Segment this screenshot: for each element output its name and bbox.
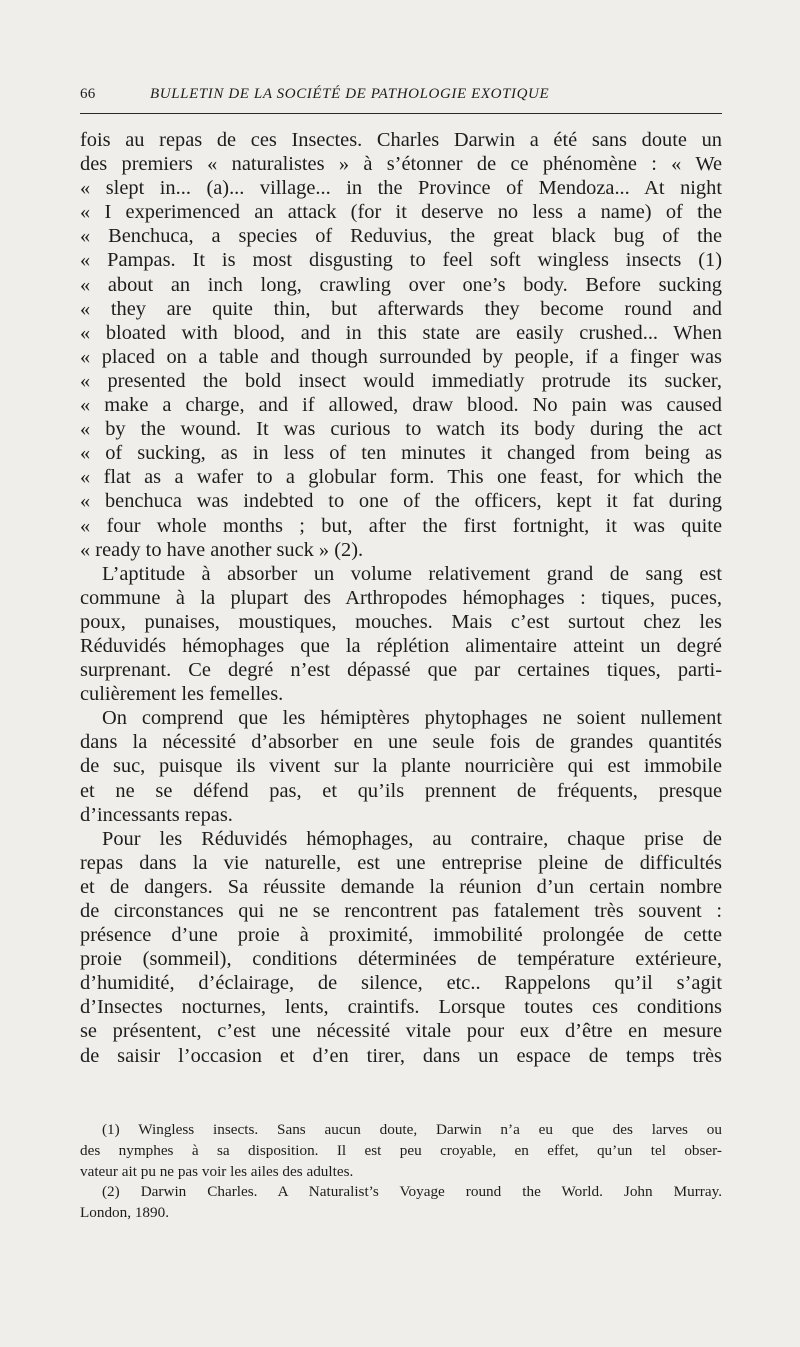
body-line: « four whole months ; but, after the first fortnight, it was quite [80, 514, 722, 537]
running-head: BULLETIN DE LA SOCIÉTÉ DE PATHOLOGIE EXOTIQUE [150, 86, 550, 102]
body-line: d’humidité, d’éclairage, de silence, etc.. Rappelons qu’il s’agit [80, 972, 722, 995]
footnote-line: des nymphes à sa disposition. Il est peu croyable, en effet, qu’un tel obser- [80, 1141, 722, 1159]
body-line: « I experimenced an attack (for it deserve no less a name) of the [80, 201, 722, 224]
body-line: « they are quite thin, but afterwards they become round and [80, 297, 722, 320]
body-line: « flat as a wafer to a globular form. This one feast, for which the [80, 466, 722, 489]
body-line: poux, punaises, moustiques, mouches. Mais c’est surtout chez les [80, 610, 722, 633]
body-line: repas dans la vie naturelle, est une entreprise pleine de difficultés [80, 851, 722, 874]
body-line: se présentent, c’est une nécessité vitale pour eux d’être en mesure [80, 1020, 722, 1043]
body-line: « benchuca was indebted to one of the officers, kept it fat during [80, 490, 722, 513]
body-line: « bloated with blood, and in this state are easily crushed... When [80, 321, 722, 344]
body-line: Pour les Réduvidés hémophages, au contraire, chaque prise de [102, 827, 722, 850]
body-line: Réduvidés hémophages que la réplétion alimentaire atteint un degré [80, 634, 722, 657]
body-line: dans la nécessité d’absorber en une seule fois de grandes quantités [80, 731, 722, 754]
body-line: On comprend que les hémiptères phytophages ne soient nullement [102, 707, 722, 730]
body-line: fois au repas de ces Insectes. Charles Darwin a été sans doute un [80, 129, 722, 151]
footnotes [80, 1120, 722, 1224]
body-text [80, 128, 722, 1068]
page-number: 66 [80, 86, 96, 102]
body-line: L’aptitude à absorber un volume relativement grand de sang est [102, 562, 722, 585]
body-line: des premiers « naturalistes » à s’étonner de ce phénomène : « We [80, 153, 722, 176]
body-line: proie (sommeil), conditions déterminées de température extérieure, [80, 948, 722, 971]
body-line: « placed on a table and though surrounded by people, if a finger was [80, 345, 722, 368]
body-line: de circonstances qui ne se rencontrent pas fatalement très souvent : [80, 900, 722, 922]
body-line: culièrement les femelles. [80, 683, 284, 706]
body-line: et ne se défend pas, et qu’ils prennent de fréquents, presque [80, 779, 722, 802]
body-line: « of sucking, as in less of ten minutes it changed from being as [80, 442, 722, 465]
body-line: « about an inch long, crawling over one’s body. Before sucking [80, 273, 722, 296]
body-line: « Pampas. It is most disgusting to feel soft wingless insects (1) [80, 249, 722, 272]
body-line: de saisir l’occasion et d’en tirer, dans un espace de temps très [80, 1044, 722, 1067]
body-line: d’Insectes nocturnes, lents, craintifs. Lorsque toutes ces conditions [80, 996, 722, 1019]
footnote-line: vateur ait pu ne pas voir les ailes des adultes. [80, 1162, 354, 1180]
footnote-line: (1) Wingless insects. Sans aucun doute, Darwin n’a eu que des larves ou [102, 1121, 722, 1138]
body-line: « slept in... (a)... village... in the Province of Mendoza... At night [80, 177, 722, 200]
body-line: « presented the bold insect would immediatly protrude its sucker, [80, 369, 722, 392]
body-line: « Benchuca, a species of Reduvius, the great black bug of the [80, 225, 722, 248]
body-line: d’incessants repas. [80, 803, 233, 826]
body-line: de suc, puisque ils vivent sur la plante nourricière qui est immobile [80, 755, 722, 778]
footnote-line: (2) Darwin Charles. A Naturalist’s Voyage round the World. John Murray. [102, 1183, 722, 1201]
page-header [80, 86, 722, 103]
body-line: et de dangers. Sa réussite demande la réunion d’un certain nombre [80, 875, 722, 898]
body-line: « ready to have another suck » (2). [80, 538, 364, 561]
body-line: surprenant. Ce degré n’est dépassé que par certaines tiques, parti- [80, 659, 722, 682]
header-rule [80, 113, 722, 114]
body-line: commune à la plupart des Arthropodes hémophages : tiques, puces, [80, 586, 722, 609]
body-line: « by the wound. It was curious to watch its body during the act [80, 418, 722, 441]
body-line: présence d’une proie à proximité, immobilité prolongée de cette [80, 924, 722, 947]
footnote-line: London, 1890. [80, 1204, 170, 1222]
body-line: « make a charge, and if allowed, draw blood. No pain was caused [80, 394, 722, 417]
